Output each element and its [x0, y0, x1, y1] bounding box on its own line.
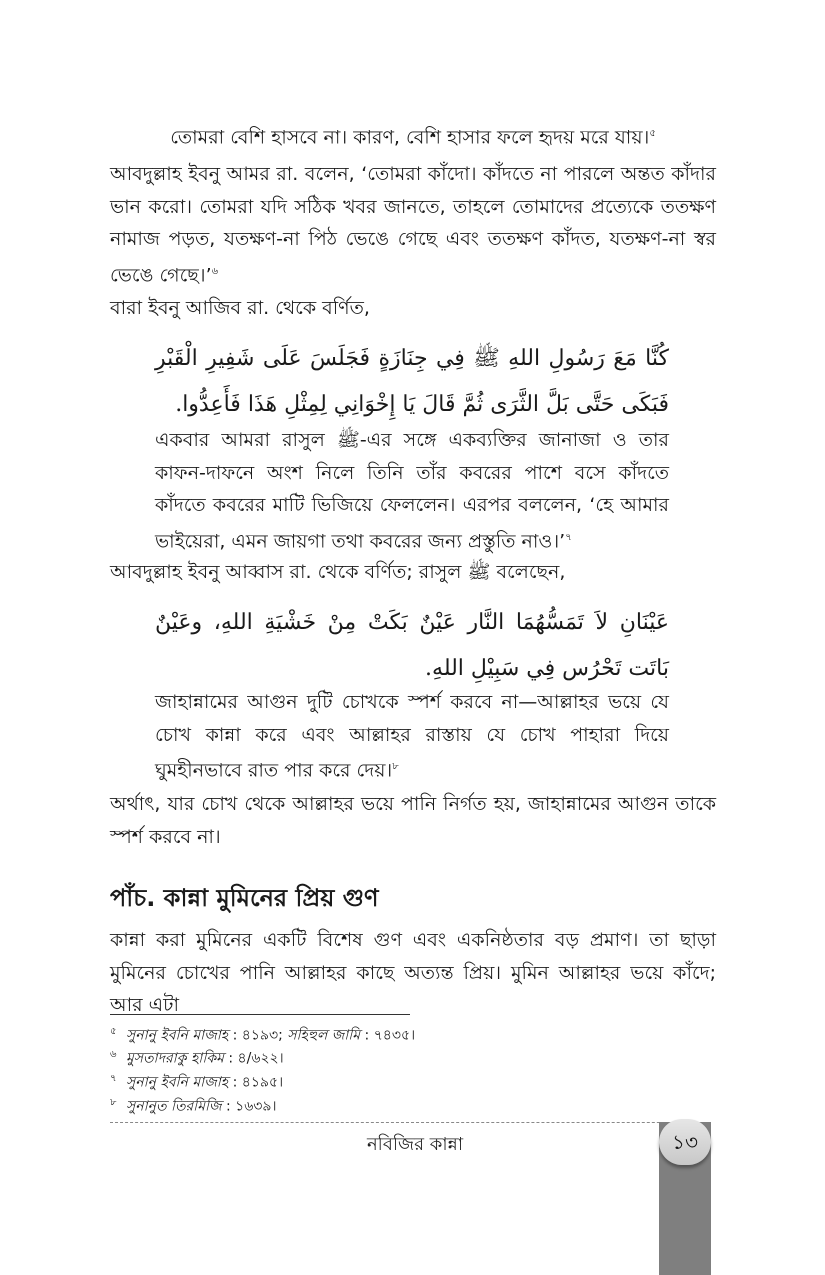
footnote-8	[110, 1093, 610, 1117]
translation-2	[155, 686, 669, 787]
footnote-6	[110, 1045, 610, 1069]
footnote-ref-number: : ৭৪৩৫।	[360, 1027, 416, 1044]
footnote-mark: ৭	[110, 1073, 117, 1084]
footnote-ref-number: : ৪/৬২২।	[223, 1050, 284, 1067]
section-heading: পাঁচ. কান্না মুমিনের প্রিয় গুণ	[110, 884, 379, 912]
footnote-ref: ৮	[392, 761, 399, 772]
footnote-7	[110, 1069, 610, 1093]
translation-1	[155, 424, 669, 557]
footnote-5	[110, 1022, 610, 1046]
footer-divider	[110, 1122, 710, 1123]
footnote-mark: ৫	[110, 1026, 117, 1037]
footnote-ref: ৬	[211, 265, 219, 277]
footnote-ref: ৫	[649, 128, 656, 139]
arabic-hadith-2: عَيْنَانِ لاَ تَمَسُّهُمَا النَّار عَيْنٌ بَكَتْ مِنْ خَشْيَةِ اللهِ، وعَيْنٌ بَاتَت تَحْرُس فِي سَبِيْلِ اللهِ.	[155, 610, 669, 681]
footnote-source: সুনানু ইবনি মাজাহ	[126, 1074, 229, 1091]
translation-text: জাহান্নামের আগুন দুটি চোখকে স্পর্শ করবে না—আল্লাহর ভয়ে যে চোখ কান্না করে এবং আল্লাহর রাস্তায় যে চোখ পাহারা দিয়ে ঘুমহীনভাবে রাত পার করে দেয়।	[155, 691, 669, 782]
footnote-divider	[110, 1014, 410, 1015]
paragraph-section-five: কান্না করা মুমিনের একটি বিশেষ গুণ এবং একনিষ্ঠতার বড় প্রমাণ। তা ছাড়া মুমিনের চোখের পানি আল্লাহর কাছে অত্যন্ত প্রিয়। মুমিন আল্লাহর ভয়ে কাঁদে; আর এটা	[110, 929, 716, 1016]
footnote-source: মুসতাদরাকু হাকিম	[126, 1050, 224, 1067]
paragraph-ibn-abbas: আবদুল্লাহ ইবনু আব্বাস রা. থেকে বর্ণিত; রাসুল ﷺ বলেছেন,	[110, 561, 566, 583]
footnote-mark: ৮	[110, 1097, 117, 1108]
paragraph-abdullah-ibn-amr	[110, 158, 716, 291]
footnote-ref: ৭	[565, 531, 572, 543]
translation-text: একবার আমরা রাসুল ﷺ-এর সঙ্গে একব্যক্তির জানাজা ও তার কাফন-দাফনে অংশ নিলে তিনি তাঁর কবরের পাশে বসে কাঁদতে কাঁদতে কবরের মাটি ভিজিয়ে ফেললেন। এরপর বললেন, ‘হে আমার ভাইয়েরা, এমন জায়গা তথা কবরের জন্য প্রস্তুতি নাও।’	[155, 429, 669, 552]
footnote-ref-number: : ৪১৯৫।	[228, 1074, 284, 1091]
footnote-ref-number: : ৪১৯৩;	[228, 1027, 288, 1044]
quote-line	[110, 118, 716, 154]
footnote-source: সুনানু ইবনি মাজাহ	[126, 1027, 229, 1044]
paragraph-bara: বারা ইবনু আজিব রা. থেকে বর্ণিত,	[110, 297, 370, 319]
paragraph-text: আবদুল্লাহ ইবনু আমর রা. বলেন, ‘তোমরা কাঁদো। কাঁদতে না পারলে অন্তত কাঁদার ভান করো। তোমরা যদি সঠিক খবর জানতে, তাহলে তোমাদের প্রত্যেকে ততক্ষণ নামাজ পড়ত, যতক্ষণ-না পিঠ ভেঙে গেছে এবং ততক্ষণ কাঁদত, যতক্ষণ-না স্বর ভেঙে গেছে।’	[110, 163, 716, 286]
page-number: ১৩	[659, 1119, 711, 1165]
footnote-source: সুনানুত তিরমিজি	[126, 1098, 222, 1115]
quote-text: তোমরা বেশি হাসবে না। কারণ, বেশি হাসার ফলে হৃদয় মরে যায়।	[170, 126, 650, 149]
footnote-ref-number: : ১৬৩৯।	[221, 1098, 277, 1115]
footnote-mark: ৬	[110, 1049, 117, 1060]
arabic-hadith-1: كُنَّا مَعَ رَسُولِ اللهِ ﷺ فِي جِنَازَةٍ فَجَلَسَ عَلَى شَفِيرِ الْقَبْرِ فَبَكَى حَتَّى بَلَّ الثَّرَى ثُمَّ قَالَ يَا إِخْوَانِي لِمِثْلِ هَذَا فَأَعِدُّوا.	[155, 346, 669, 417]
paragraph-explanation: অর্থাৎ, যার চোখ থেকে আল্লাহর ভয়ে পানি নির্গত হয়, জাহান্নামের আগুন তাকে স্পর্শ করবে না।	[110, 793, 716, 848]
book-title: নবিজির কান্না	[366, 1134, 464, 1155]
footnote-source: সহিহুল জামি	[287, 1027, 361, 1044]
